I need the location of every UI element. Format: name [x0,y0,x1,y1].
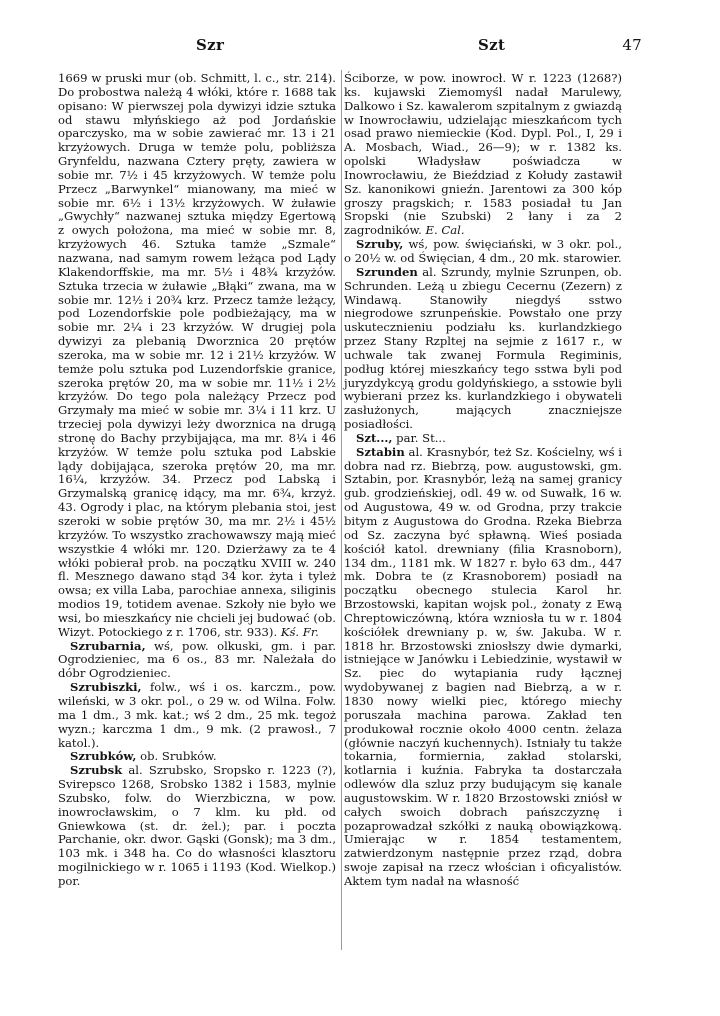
page-header [56,36,642,58]
entry-headword: Szt..., [356,430,393,445]
column-divider [341,70,342,950]
entry-text: al. Krasnybór, też Sz. Kościelny, wś i dobra nad rz. Biebrzą, pow. augustowski, gm. Sztabin, por. Krasnybór, leżą na samej granicy gub. grodzieńskiej, odl. 49 w. od Suwałk, 16 w. od Augustowa, 49 w. od Grodna, przy trakcie bitym z Augustowa do Grodna. Rzeka Biebrza od Sz. zaczyna być spławną. Wieś posiada kościół katol. drewniany (filia Krasnoborn), 134 dm., 1181 mk. W 1827 r. było 63 dm., 447 mk. Dobra te (z Krasnoborem) posiadł na początku obecnego stulecia Karol hr. Brzostowski, kapitan wojsk pol., żonaty z Ewą Chreptowiczówną, która wzniosła tu w r. 1804 kościółek drewniany p. w, św. Jakuba. W r. 1818 hr. Brzostowski zniosłszy dwie dymarki, istniejące w Janówku i Lebiedzinie, wystawił w Sz. piec do wytapiania rudy łącznej wydobywanej z bagien nad Biebrzą, a w r. 1830 nowy wielki piec, którego miechy poruszała machina parowa. Zakład ten produkował rocznie około 4000 centn. żelaza (głównie naczyń kuchennych). Istniały tu także tokarnia, formiernia, zakład stolarski, kotlarnia i kuźnia. Fabryka ta dostarczała odlewów dla szluz przy budującym się kanale augustowskim. W r. 1820 Brzostowski zniósł w całych swoich dobrach pańszczyznę i pozaprowadzał szkółki z nauką obowiązkową. Umierając w r. 1854 testamentem, zatwierdzonym następnie przez rząd, dobra swoje zapisał na rzecz włościan i oficyalistów. Aktem tym nadał na własność [344,444,622,888]
entry-text: folw., wś i os. karczm., pow. wileński, w 3 okr. pol., o 29 w. od Wilna. Folw. ma 1 dm., 3 mk. kat.; wś 2 dm., 25 mk. tegoż wyzn.; karczma 1 dm., 9 mk. (2 prawosł., 7 katol.). [58,680,336,750]
entry-text: al. Szrundy, mylnie Szrunpen, ob. Schrunden. Leżą u zbiegu Cecernu (Zezern) z Windawą. Stanowiły niegdyś sstwo niegrodowe szrunpeńskie. Powstało one przy uskutecznieniu podziału ks. kurlandzkiego przez Stany Rzpltej na sejmie z 1617 r., w uchwale tak zwanej Formula Regiminis, podług której mieszkańcy tego sstwa byli pod juryzdykcyą grodu goldyńskiego, a sstowie byli wybierani przez ks. kurlandzkiego i obywateli zasłużonych, mających znaczniejsze posiadłości. [344,264,622,432]
dictionary-entry [58,681,336,750]
dictionary-entry [344,266,622,432]
right-column [344,72,622,889]
entry-headword: Szruby, [356,237,404,252]
paragraph-text: Ściborze, w pow. inowrocł. W r. 1223 (1268?) ks. kujawski Ziemomyśl nadał Marulewy, Dalkowo i Sz. kawalerom szpitalnym z gwiazdą w Inowrocławiu, udzielając mieszkańcom tych osad prawo niemieckie (Kod. Dypl. Pol., I, 29 i A. Mosbach, Wiad., 26—9); w r. 1382 ks. opolski Władysław poświadcza w Inowrocławiu, że Bieździad z Kołudy zastawił Sz. kanonikowi gnieźn. Jarentowi za 300 kóp groszy pragskich; r. 1583 posiadał tu Jan Sropski (nie Szubski) 2 łany i za 2 zagrodników. [344,71,622,238]
entry-headword: Szrubsk [70,763,123,778]
paragraph-text: 1669 w pruski mur (ob. Schmitt, l. c., str. 214). Do probostwa należą 4 włóki, które r. 1688 tak opisano: W pierwszej pola dywizyi idzie sztuka od stawu młyńskiego aż pod Jordańskie oparczysko, ma w sobie zawierać mr. 13 i 21 krzyżowych. Druga w temże polu, pobliższa Grynfeldu, nazwana Cztery pręty, zawiera w sobie mr. 7½ i 45 krzyżowych. W temże polu Przecz „Barwynkel“ mianowany, ma mieć w sobie mr. 6½ i 13½ krzyżowych. W żuławie „Gwychły“ nazwanej sztuka między Egertową z owych położona, ma mieć w sobie mr. 8, krzyżowych 46. Sztuka tamże „Szmale“ nazwana, nad samym rowem leżąca pod Lądy Klakendorffskie, ma mr. 5½ i 48¾ krzyżów. Sztuka trzecia w żuławie „Błąki“ zwana, ma w sobie mr. 12½ i 20¾ krz. Przecz tamże leżący, pod Lozendorfskie pole podbieżający, ma w sobie mr. 2¼ i 23 krzyżów. W drugiej pola dywizyi za plebanią Dworznica 20 prętów szeroka, ma w sobie mr. 12 i 21½ krzyżów. W temże polu sztuka pod Luzendorfskie granice, szeroka prętów 20, ma w sobie mr. 11½ i 2½ krzyżów. Do tego pola należący Przecz pod Grzymały ma mieć w sobie mr. 3¼ i 11 krz. U trzeciej pola dywizyi leży dworznica na drugą stronę do Bachy przybijająca, ma mr. 8¼ i 46 krzyżów. W temże polu sztuka pod Labskie lądy dobijająca, szeroka prętów 20, ma mr. 16¼, krzyżów. 34. Przecz pod Labską i Grzymalską granicę idący, ma mr. 6¾, krzyż. 43. Ogrody i plac, na którym plebania stoi, jest szeroki w sobie prętów 30, ma mr. 2½ i 45½ krzyżów. To wszystko zrachowawszy mają mieć wszystkie 4 włóki mr. 120. Dzierżawy za te 4 włóki pobierał prob. na początku XVIII w. 240 fl. Mesznego dawano stąd 34 kor. żyta i tyleż owsa; ex villa Laba, parochiae annexa, siliginis modios 19, totidem avenae. Szkoły nie było we wsi, bo mieszkańcy nie chcieli jej budować (ob. Wizyt. Potockiego z r. 1706, str. 933). [58,71,336,639]
header-left-guideword: Szr [196,36,225,54]
left-column [58,72,336,889]
dictionary-entry [58,764,336,889]
continuation-paragraph [344,72,622,238]
dictionary-entry [344,238,622,266]
entry-text: wś, pow. olkuski, gm. i par. Ogrodzieniec, ma 6 os., 83 mr. Należała do dóbr Ogrodzieniec. [58,638,337,681]
entry-text: ob. Srubków. [140,749,217,764]
dictionary-entry [58,640,336,682]
entry-headword: Szrunden [356,264,418,279]
dictionary-entry [58,750,336,764]
continuation-paragraph [58,72,336,640]
dictionary-entry [344,432,622,446]
page-number: 47 [622,36,642,54]
entry-headword: Szrubiszki, [70,680,142,695]
entry-text: par. St... [396,430,446,445]
author-signature: Kś. Fr. [280,624,319,639]
header-right-guideword: Szt [478,36,506,54]
dictionary-entry [344,446,622,889]
author-signature: E. Cal. [425,223,465,238]
entry-text: al. Szrubsko, Sropsko r. 1223 (?), Svirepsco 1268, Srobsko 1382 i 1583, mylnie Szubsko, folw. do Wierzbiczna, w pow. inowrocławskim, o 7 klm. ku płd. od Gniewkowa (st. dr. żel.); par. i poczta Parchanie, okr. dwor. Gąski (Gonsk); ma 3 dm., 103 mk. i 348 ha. Co do własności klasztoru mogilnickiego w r. 1065 i 1193 (Kod. Wielkop.) por. [58,763,337,888]
entry-headword: Szrubarnia, [70,638,146,653]
entry-text: wś, pow. święciański, w 3 okr. pol., o 20½ w. od Święcian, 4 dm., 20 mk. starowier. [344,237,622,265]
entry-headword: Sztabin [356,444,405,459]
entry-headword: Szrubków, [70,749,137,764]
